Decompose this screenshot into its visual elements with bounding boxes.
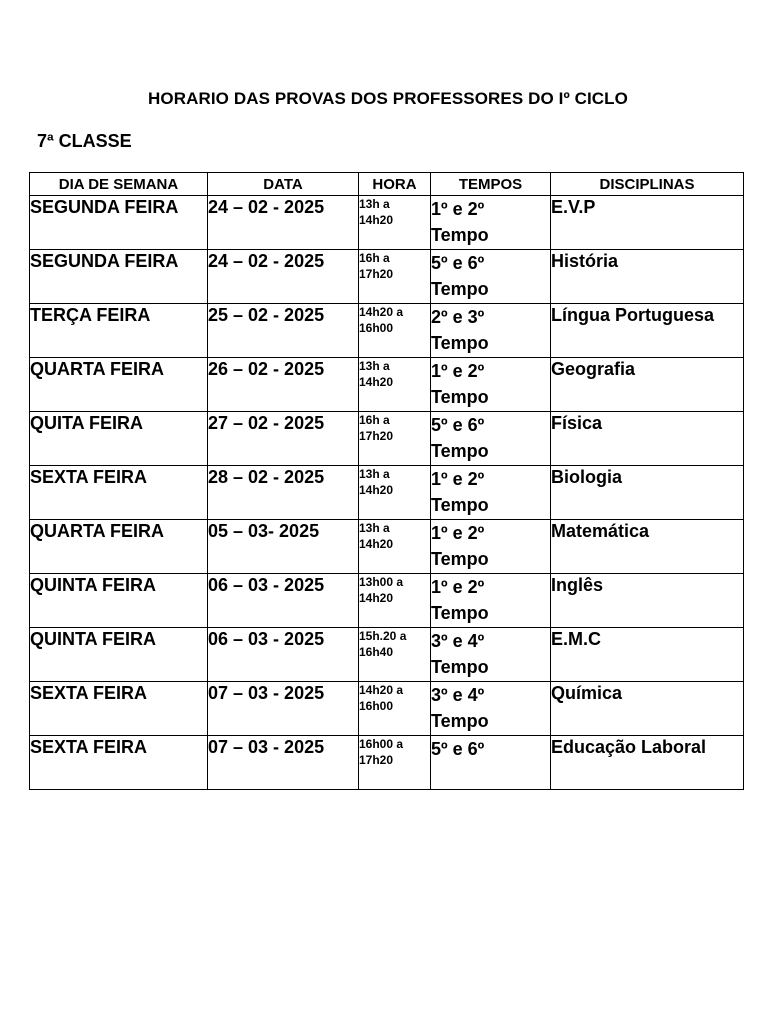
hora-end: 17h20 <box>359 267 394 281</box>
cell-tempos <box>431 682 551 736</box>
page-title: HORARIO DAS PROVAS DOS PROFESSORES DO Iº CICLO <box>148 89 628 108</box>
header-disciplinas: DISCIPLINAS <box>551 173 744 196</box>
tempo-line-2: Tempo <box>431 549 489 569</box>
cell-date: 25 – 02 - 2025 <box>208 304 359 358</box>
cell-hora <box>359 304 431 358</box>
cell-day: SEGUNDA FEIRA <box>30 250 208 304</box>
table-row <box>30 466 744 520</box>
cell-day: QUINTA FEIRA <box>30 628 208 682</box>
cell-day: SEXTA FEIRA <box>30 736 208 790</box>
cell-hora <box>359 574 431 628</box>
cell-hora <box>359 682 431 736</box>
hora-start: 16h a <box>359 251 390 265</box>
cell-day: QUITA FEIRA <box>30 412 208 466</box>
cell-hora <box>359 196 431 250</box>
cell-hora <box>359 358 431 412</box>
hora-start: 16h a <box>359 413 390 427</box>
cell-date: 06 – 03 - 2025 <box>208 628 359 682</box>
hora-start: 15h.20 a <box>359 629 407 643</box>
hora-end: 17h20 <box>359 429 394 443</box>
cell-date: 07 – 03 - 2025 <box>208 736 359 790</box>
table-row <box>30 412 744 466</box>
header-date: DATA <box>208 173 359 196</box>
cell-disciplina: Química <box>551 682 744 736</box>
cell-tempos <box>431 628 551 682</box>
cell-hora <box>359 466 431 520</box>
hora-end: 16h00 <box>359 699 394 713</box>
cell-hora <box>359 412 431 466</box>
table-row <box>30 250 744 304</box>
cell-day: QUINTA FEIRA <box>30 574 208 628</box>
table-row <box>30 628 744 682</box>
tempo-line-2: Tempo <box>431 495 489 515</box>
cell-disciplina: E.V.P <box>551 196 744 250</box>
table-row <box>30 304 744 358</box>
cell-date: 06 – 03 - 2025 <box>208 574 359 628</box>
cell-tempos <box>431 466 551 520</box>
hora-start: 16h00 a <box>359 737 404 751</box>
tempo-line-1: 3º e 4º <box>431 685 485 705</box>
table-row <box>30 574 744 628</box>
cell-date: 05 – 03- 2025 <box>208 520 359 574</box>
hora-end: 16h40 <box>359 645 394 659</box>
cell-tempos <box>431 574 551 628</box>
tempo-line-1: 2º e 3º <box>431 307 485 327</box>
hora-start: 13h a <box>359 359 390 373</box>
table-body <box>30 196 744 790</box>
cell-day: TERÇA FEIRA <box>30 304 208 358</box>
hora-end: 16h00 <box>359 321 394 335</box>
table-header-row <box>30 173 744 196</box>
tempo-line-2: Tempo <box>431 441 489 461</box>
cell-day: SEGUNDA FEIRA <box>30 196 208 250</box>
cell-hora <box>359 520 431 574</box>
cell-tempos <box>431 520 551 574</box>
cell-tempos <box>431 736 551 790</box>
tempo-line-2: Tempo <box>431 279 489 299</box>
header-tempos: TEMPOS <box>431 173 551 196</box>
cell-disciplina: História <box>551 250 744 304</box>
cell-tempos <box>431 250 551 304</box>
tempo-line-1: 5º e 6º <box>431 415 485 435</box>
cell-date: 24 – 02 - 2025 <box>208 250 359 304</box>
table-row <box>30 736 744 790</box>
tempo-line-2: Tempo <box>431 387 489 407</box>
cell-day: SEXTA FEIRA <box>30 682 208 736</box>
hora-start: 13h a <box>359 467 390 481</box>
class-label: 7ª CLASSE <box>37 131 132 151</box>
hora-start: 13h a <box>359 197 390 211</box>
hora-end: 17h20 <box>359 753 394 767</box>
cell-date: 27 – 02 - 2025 <box>208 412 359 466</box>
cell-disciplina: Educação Laboral <box>551 736 744 790</box>
tempo-line-1: 1º e 2º <box>431 523 485 543</box>
hora-end: 14h20 <box>359 483 394 497</box>
tempo-line-2: Tempo <box>431 657 489 677</box>
tempo-line-2: Tempo <box>431 225 489 245</box>
hora-end: 14h20 <box>359 537 394 551</box>
cell-tempos <box>431 196 551 250</box>
header-hora: HORA <box>359 173 431 196</box>
tempo-line-1: 5º e 6º <box>431 253 485 273</box>
tempo-line-1: 5º e 6º <box>431 739 485 759</box>
cell-disciplina: Matemática <box>551 520 744 574</box>
cell-tempos <box>431 304 551 358</box>
table-row <box>30 682 744 736</box>
tempo-line-1: 3º e 4º <box>431 631 485 651</box>
hora-end: 14h20 <box>359 213 394 227</box>
tempo-line-2: Tempo <box>431 603 489 623</box>
tempo-line-1: 1º e 2º <box>431 361 485 381</box>
hora-end: 14h20 <box>359 375 394 389</box>
cell-date: 26 – 02 - 2025 <box>208 358 359 412</box>
cell-hora <box>359 628 431 682</box>
tempo-line-1: 1º e 2º <box>431 199 485 219</box>
hora-start: 13h00 a <box>359 575 404 589</box>
header-day: DIA DE SEMANA <box>30 173 208 196</box>
cell-disciplina: Biologia <box>551 466 744 520</box>
cell-day: QUARTA FEIRA <box>30 520 208 574</box>
cell-tempos <box>431 412 551 466</box>
cell-disciplina: Física <box>551 412 744 466</box>
cell-disciplina: E.M.C <box>551 628 744 682</box>
cell-day: QUARTA FEIRA <box>30 358 208 412</box>
table-row <box>30 358 744 412</box>
hora-end: 14h20 <box>359 591 394 605</box>
cell-hora <box>359 736 431 790</box>
cell-disciplina: Inglês <box>551 574 744 628</box>
cell-disciplina: Língua Portuguesa <box>551 304 744 358</box>
cell-disciplina: Geografia <box>551 358 744 412</box>
hora-start: 14h20 a <box>359 683 404 697</box>
cell-date: 24 – 02 - 2025 <box>208 196 359 250</box>
table-row <box>30 196 744 250</box>
exam-schedule-table <box>29 172 744 790</box>
tempo-line-2: Tempo <box>431 333 489 353</box>
tempo-line-1: 1º e 2º <box>431 469 485 489</box>
cell-day: SEXTA FEIRA <box>30 466 208 520</box>
hora-start: 13h a <box>359 521 390 535</box>
tempo-line-1: 1º e 2º <box>431 577 485 597</box>
tempo-line-2: Tempo <box>431 711 489 731</box>
hora-start: 14h20 a <box>359 305 404 319</box>
cell-date: 28 – 02 - 2025 <box>208 466 359 520</box>
table-row <box>30 520 744 574</box>
cell-date: 07 – 03 - 2025 <box>208 682 359 736</box>
cell-tempos <box>431 358 551 412</box>
cell-hora <box>359 250 431 304</box>
